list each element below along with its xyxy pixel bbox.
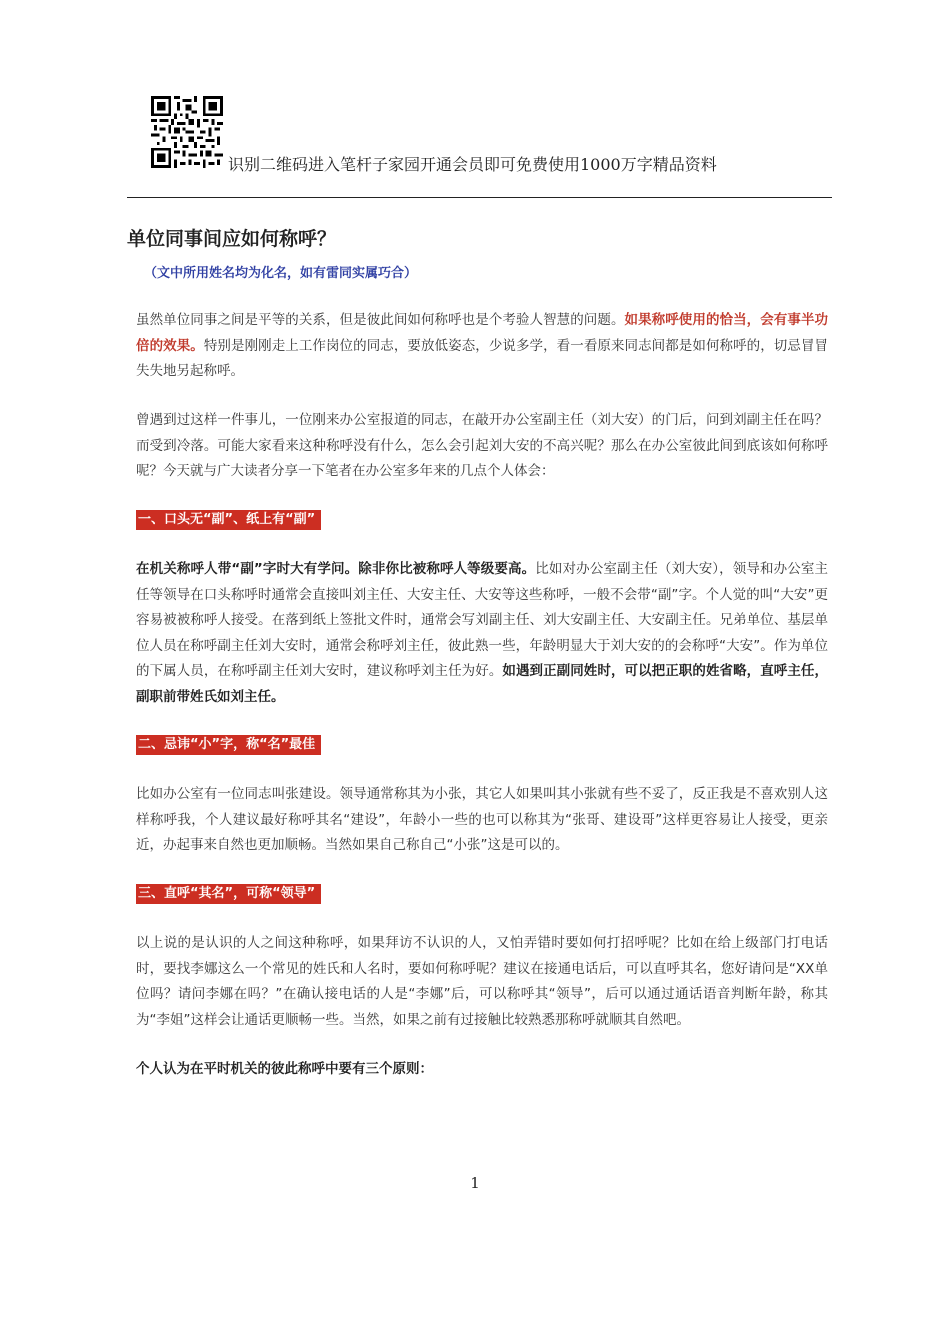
paragraph-intro-highlight: 如果称呼使用的恰当，会有事半功倍的效果。 [136,312,829,354]
section-heading-2: 二、忌讳“小”字，称“名”最佳 [136,735,321,755]
paragraph-section-3: 以上说的是认识的人之间这种称呼，如果拜访不认识的人，又怕弄错时要如何打招呼呢？比如在给上级部门打电话时，要找李娜这么一个常见的姓氏和人名时，要如何称呼呢？建议在接通电话后，可以直呼其名，您好请问是“XX单位吗？请问李娜在吗？”在确认接电话的人是“李娜”后，可以称呼其“领导”，后可以通过通话语音判断年龄，称其为“李姐”这样会让通话更顺畅一些。当然，如果之前有过接触比较熟悉那称呼就顺其自然吧。 [136,935,828,1028]
page-number: 1 [470,1174,480,1192]
paragraph-section-1-body: 比如对办公室副主任（刘大安），领导和办公室主任等领导在口头称呼时通常会直接叫刘主任、大安主任、大安等这些称呼，一般不会带“副”字。个人觉的叫“大安”更容易被被称呼人接受。在落到纸上签批文件时，通常会写刘副主任、刘大安副主任、大安副主任。兄弟单位、基层单位人员在称呼副主任刘大安时，通常会称呼刘主任，彼此熟一些，年龄明显大于刘大安的的会称呼“大安”。作为单位的下属人员，在称呼副主任刘大安时，建议称呼刘主任为好。 [136,561,829,679]
paragraph-principles [136,1057,828,1083]
paragraph-section-1 [136,557,828,710]
qr-code-icon[interactable] [151,96,223,168]
paragraph-intro-rest: 特别是刚刚走上工作岗位的同志，要放低姿态，少说多学，看一看原来同志间都是如何称呼的，切忌冒冒失失地另起称呼。 [136,337,829,379]
page-header [127,96,832,200]
paragraph-story: 曾遇到过这样一件事儿，一位刚来办公室报道的同志，在敲开办公室副主任（刘大安）的门后，问到刘副主任在吗？而受到冷落。可能大家看来这种称呼没有什么，怎么会引起刘大安的不高兴呢？那么在办公室彼此间到底该如何称呼呢？今天就与广大读者分享一下笔者在办公室多年来的几点个人体会： [136,412,828,479]
paragraph-section-1-conclusion: 如遇到正副同姓时，可以把正职的姓省略，直呼主任，副职前带姓氏如刘主任。 [136,663,829,705]
article-title: 单位同事间应如何称呼？ [127,228,337,250]
paragraph-section-2: 比如办公室有一位同志叫张建设。领导通常称其为小张，其它人如果叫其小张就有些不妥了，反正我是不喜欢别人这样称呼我，个人建议最好称呼其名“建设”，年龄小一些的也可以称其为“张哥、建设哥”这样更容易让人接受，更亲近，办起事来自然也更加顺畅。当然如果自己称自己“小张”这是可以的。 [136,786,828,853]
paragraph-section-1-lead: 在机关称呼人带“副”字时大有学问。除非你比被称呼人等级要高。 [136,561,536,577]
header-promo-text: 识别二维码进入笔杆子家园开通会员即可免费使用1000万字精品资料 [228,155,717,174]
header-divider [127,197,832,198]
section-heading-1: 一、口头无“副”、纸上有“副” [136,510,321,530]
paragraph-intro [136,308,828,385]
article-subtitle: （文中所用姓名均为化名，如有雷同实属巧合） [144,266,418,281]
section-heading-3: 三、直呼“其名”，可称“领导” [136,884,321,904]
paragraph-principles-text: 个人认为在平时机关的彼此称呼中要有三个原则： [136,1061,433,1077]
paragraph-intro-text: 虽然单位同事之间是平等的关系，但是彼此间如何称呼也是个考验人智慧的问题。 [136,312,625,328]
